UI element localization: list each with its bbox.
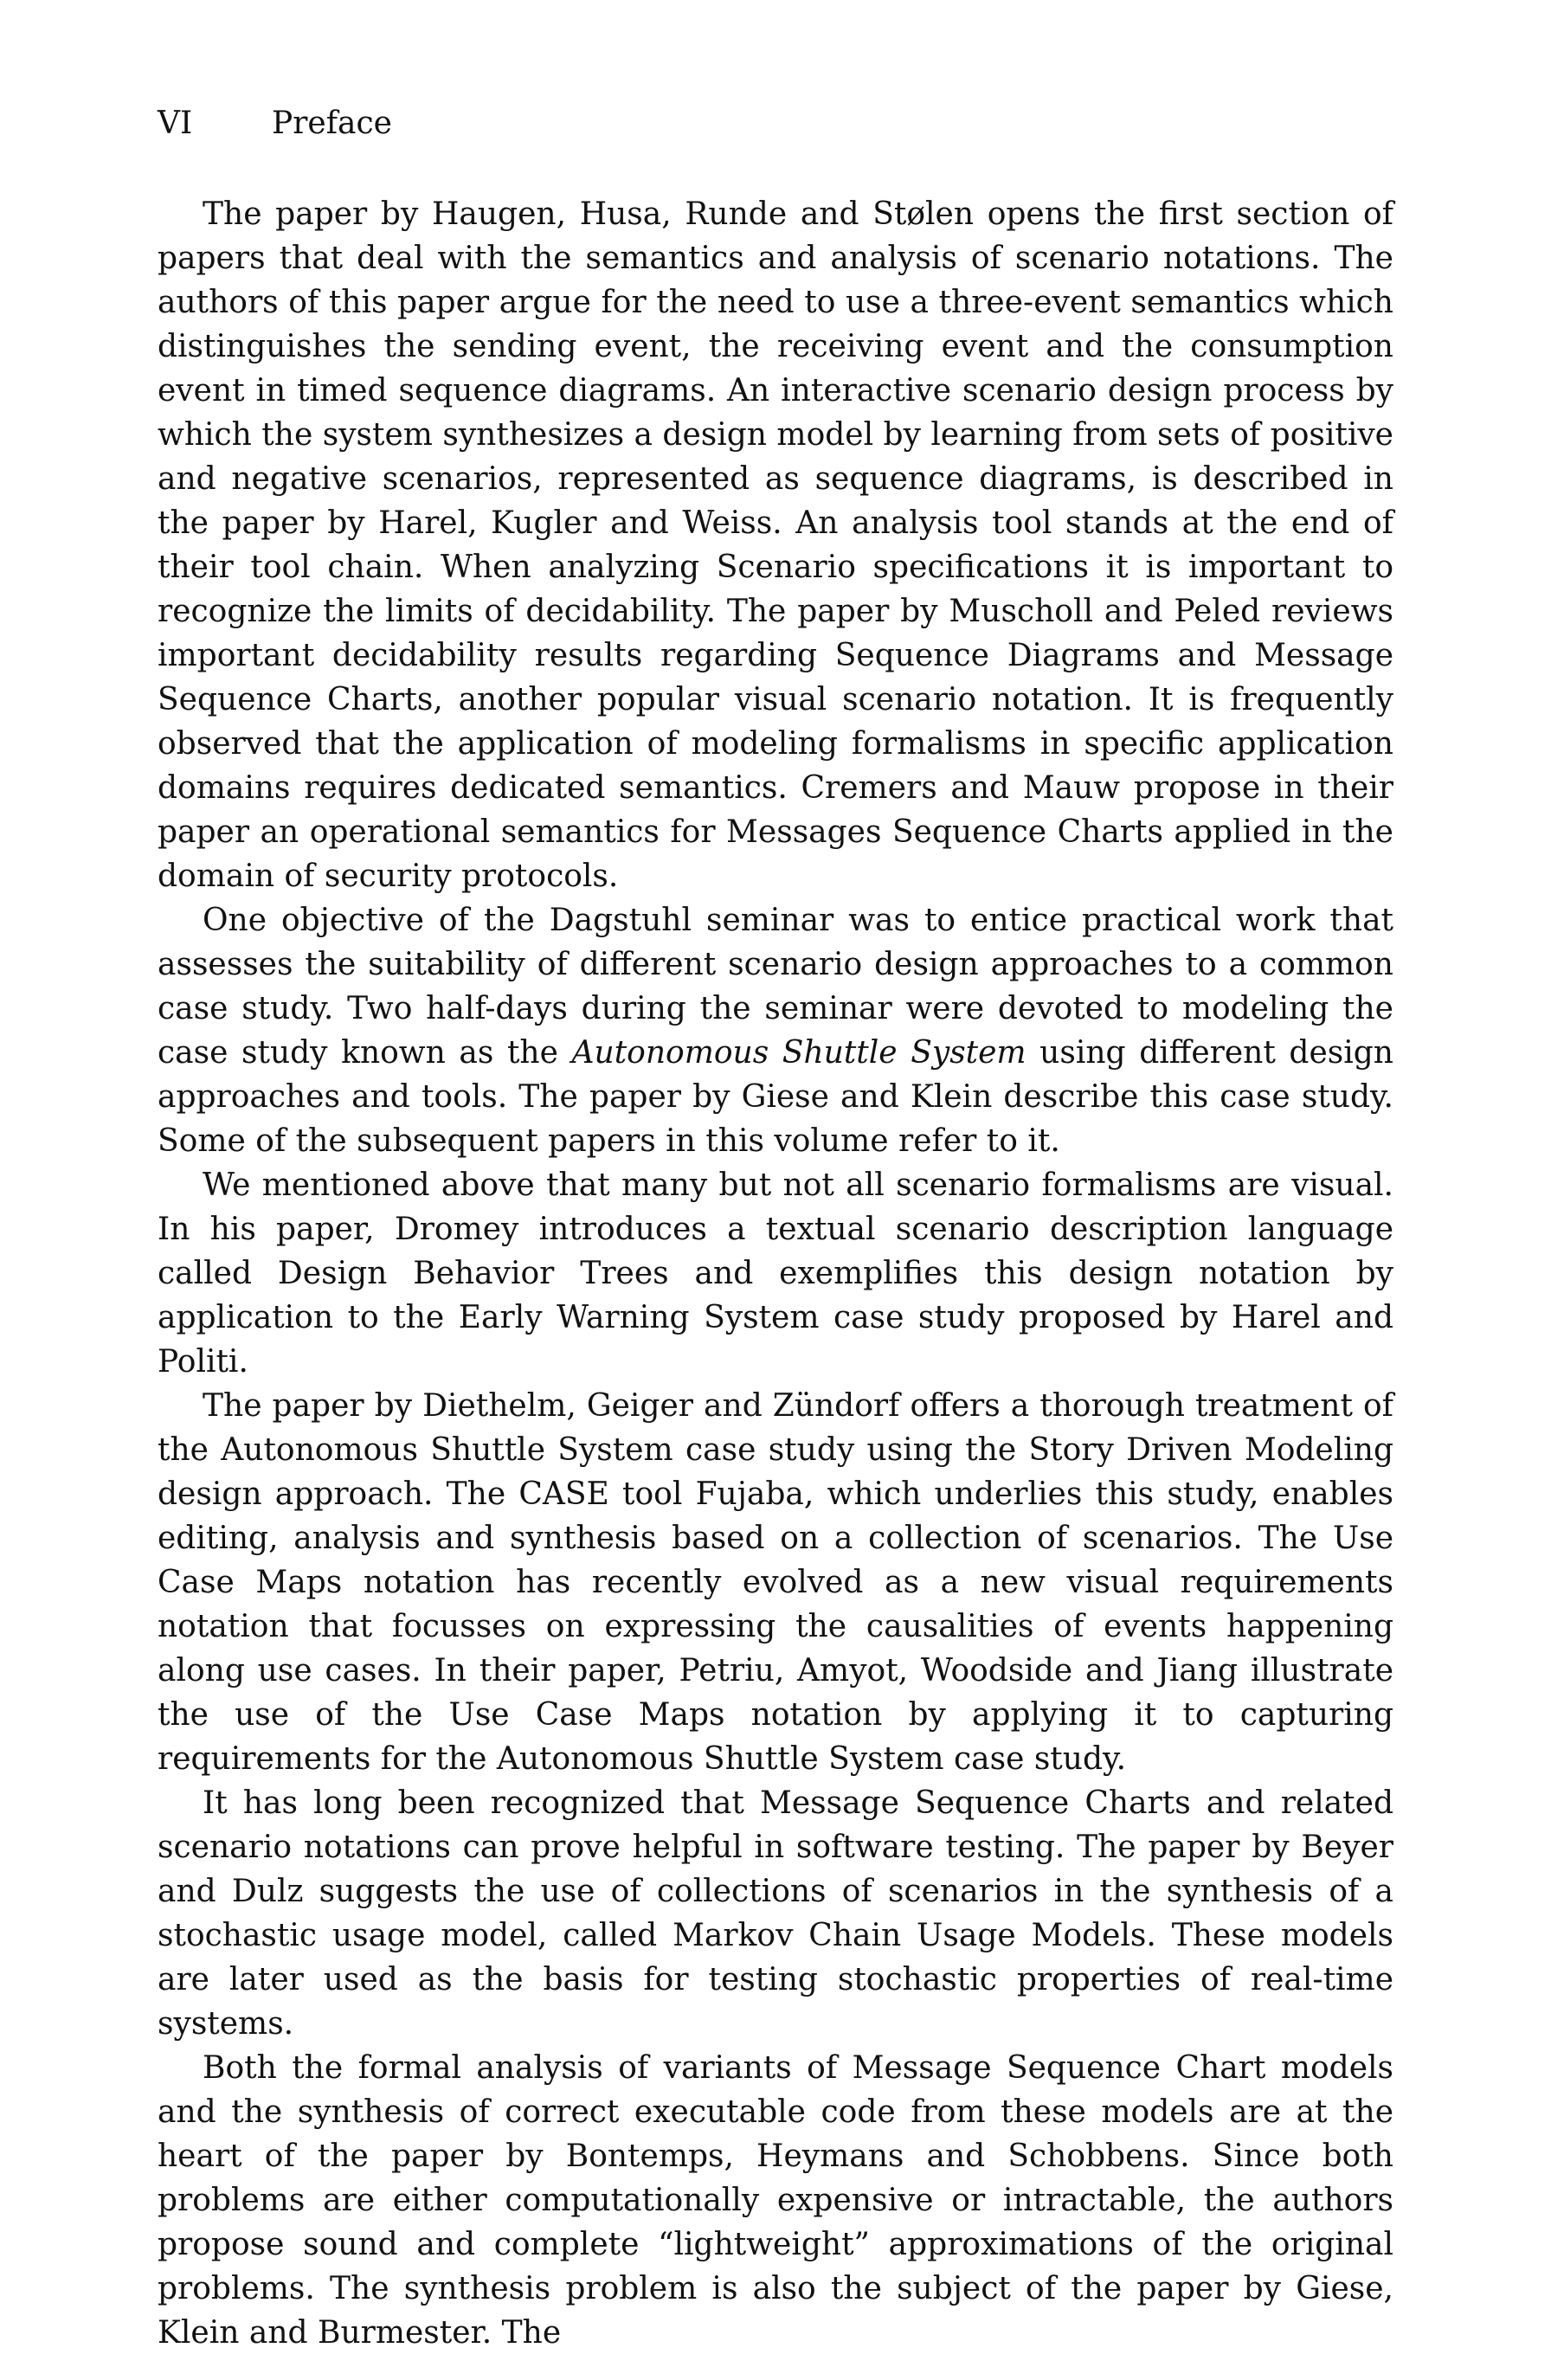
paragraph-haugen [158, 192, 1393, 898]
body-text [158, 192, 1393, 2355]
paragraph-text: Both the formal analysis of variants of Message Sequence Chart models and the synthesis of correct executable code from these models are at the heart of the paper by Bontemps, Heymans and Schobbens. Since both problems are either computationally expensive or intractable, the authors propose sound and complete “lightweight” approximations of the original problems. The synthesis problem is also the subject of the paper by Giese, Klein and Burmester. The [158, 2050, 1393, 2351]
running-title: Preface [272, 106, 392, 141]
running-head [158, 102, 1404, 145]
page-number: VI [158, 106, 193, 141]
paragraph-diethelm [158, 1384, 1393, 1781]
paragraph-text: The paper by Haugen, Husa, Runde and Stølen opens the first section of papers that deal with the semantics and analysis of scenario notations. The authors of this paper argue for the need to use a three-event semantics which distinguishes the sending event, the receiving event and the consumption event in timed sequence diagrams. An interactive scenario design process by which the system synthesizes a design model by learning from sets of positive and negative scenarios, represented as sequence diagrams, is described in the paper by Harel, Kugler and Weiss. An analysis tool stands at the end of their tool chain. When analyzing Scenario specifications it is important to recognize the limits of decidability. The paper by Muscholl and Peled reviews important decidability results regarding Sequence Diagrams and Message Sequence Charts, another popular visual scenario notation. It is frequently observed that the application of modeling formalisms in specific application domains requires dedicated semantics. Cremers and Mauw propose in their paper an operational semantics for Messages Sequence Charts applied in the domain of security protocols. [158, 196, 1393, 894]
paragraph-text: We mentioned above that many but not all scenario formalisms are visual. In his paper, Dromey introduces a textual scenario description language called Design Behavior Trees and exemplifies this design notation by application to the Early Warning System case study proposed by Harel and Politi. [158, 1167, 1393, 1380]
paragraph-dromey [158, 1163, 1393, 1384]
paragraph-bontemps [158, 2046, 1393, 2355]
paragraph-text: using different design approaches and tools. The paper by Giese and Klein describe this case study. Some of the subsequent papers in this volume refer to it. [158, 1035, 1393, 1159]
paragraph-dagstuhl [158, 898, 1393, 1163]
paragraph-text: One objective of the Dagstuhl seminar was to entice practical work that assesses the suitability of different scenario design approaches to a common case study. Two half-days during the seminar were devoted to modeling the case study known as the [158, 903, 1393, 1071]
paragraph-testing [158, 1781, 1393, 2046]
italic-case-study-name: Autonomous Shuttle System [571, 1035, 1026, 1071]
paragraph-text: It has long been recognized that Message Sequence Charts and related scenario notations can prove helpful in software testing. The paper by Beyer and Dulz suggests the use of collections of scenarios in the synthesis of a stochastic usage model, called Markov Chain Usage Models. These models are later used as the basis for testing stochastic properties of real-time systems. [158, 1785, 1393, 2042]
paragraph-text: The paper by Diethelm, Geiger and Zündorf offers a thorough treatment of the Autonomous Shuttle System case study using the Story Driven Modeling design approach. The CASE tool Fujaba, which underlies this study, enables editing, analysis and synthesis based on a collection of scenarios. The Use Case Maps notation has recently evolved as a new visual requirements notation that focusses on expressing the causalities of events happening along use cases. In their paper, Petriu, Amyot, Woodside and Jiang illustrate the use of the Use Case Maps notation by applying it to capturing requirements for the Autonomous Shuttle System case study. [158, 1388, 1393, 1777]
